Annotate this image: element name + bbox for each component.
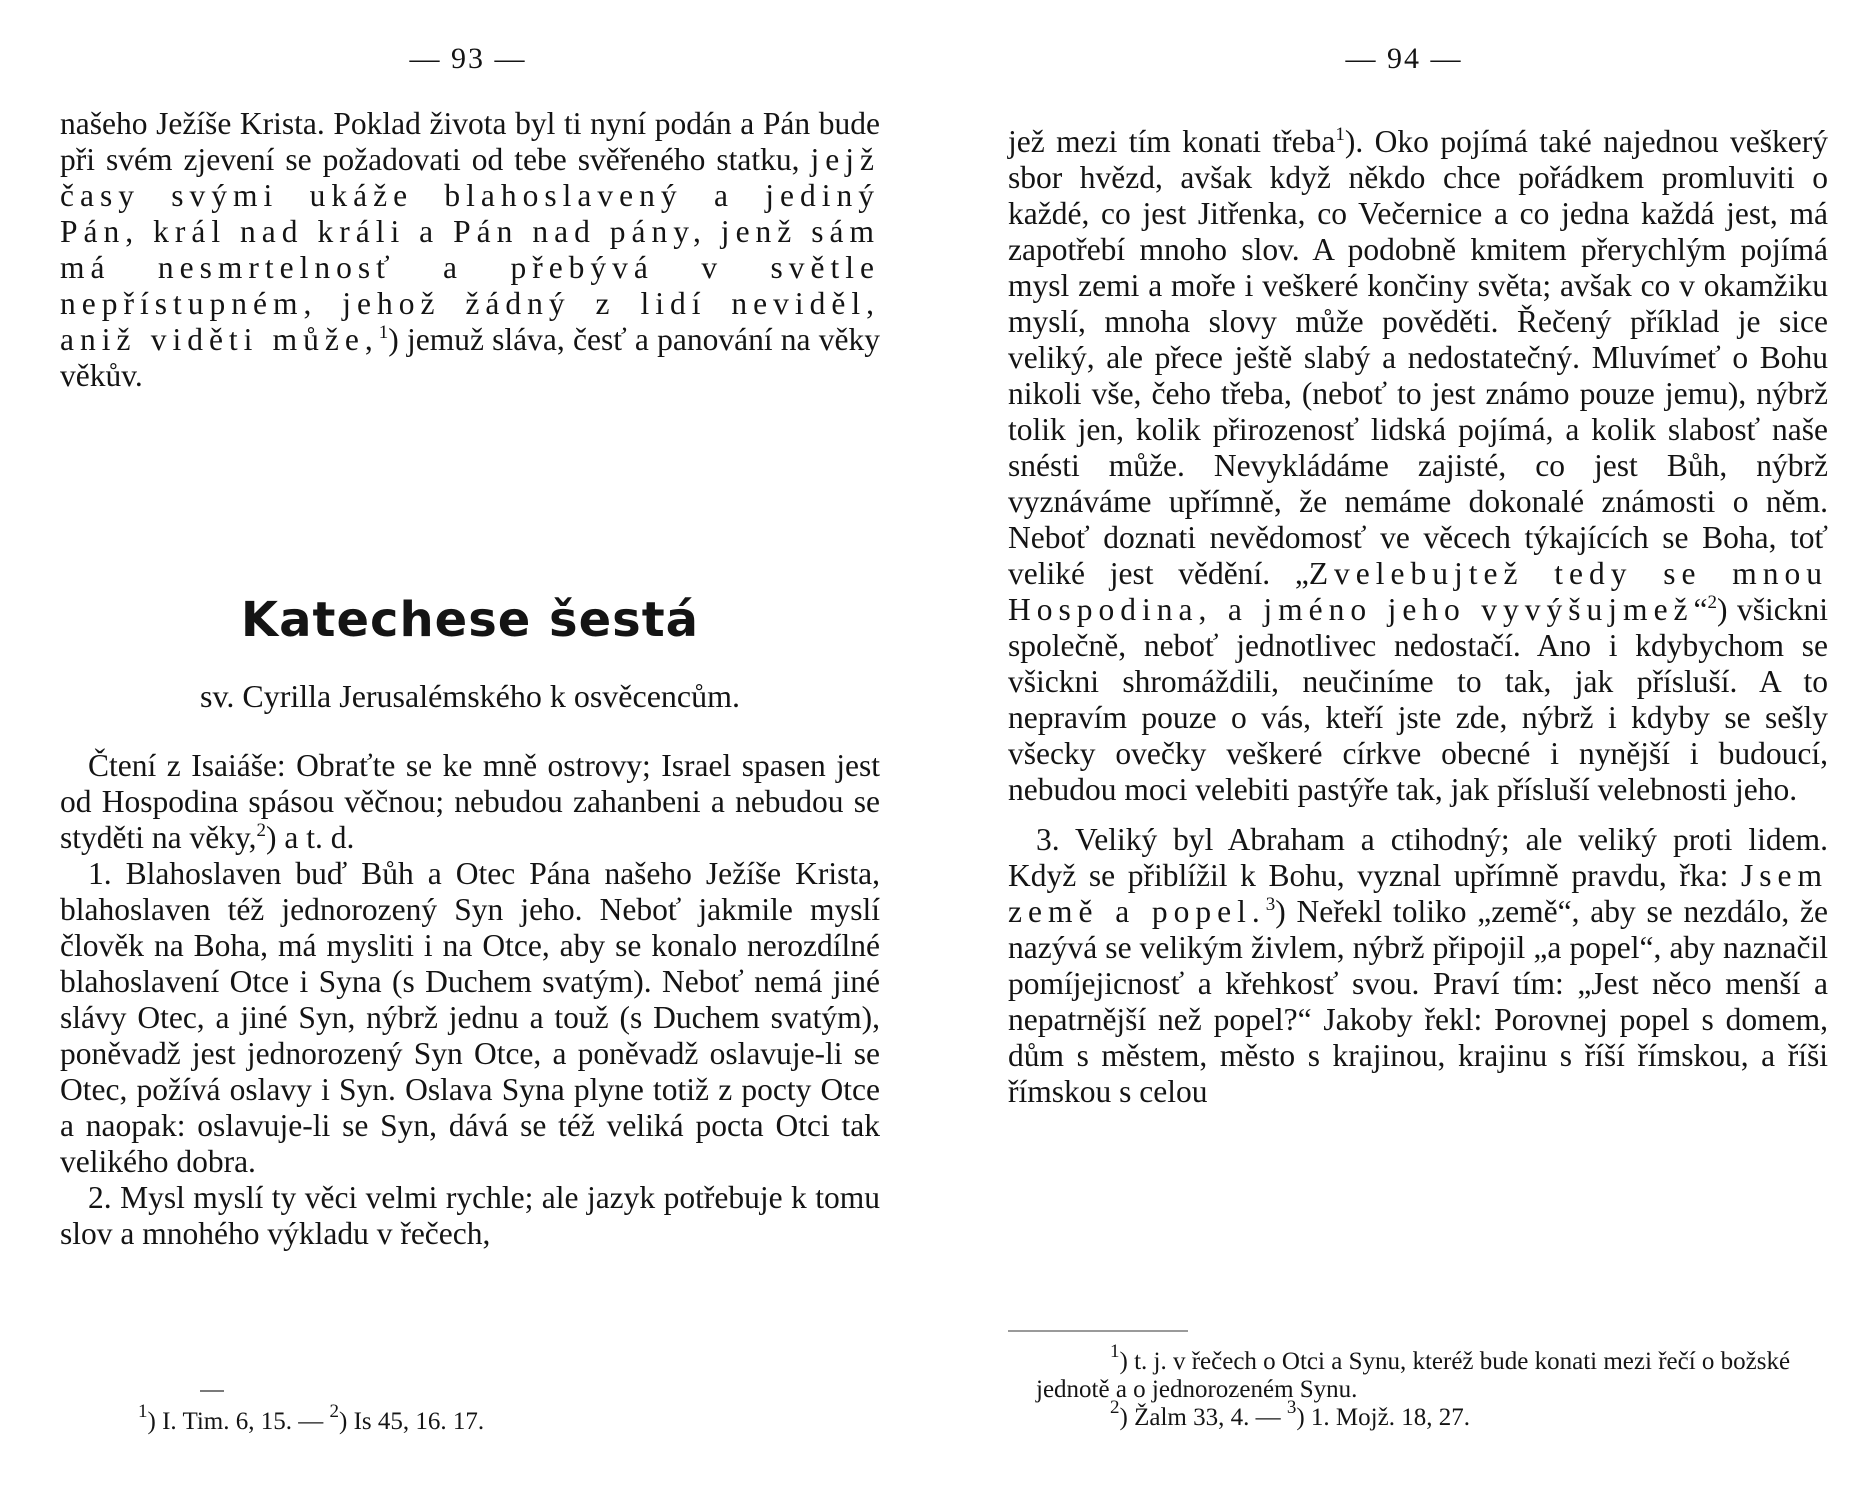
footnote-marker: 3	[1286, 1397, 1297, 1418]
page-number: — 94 —	[1345, 42, 1463, 75]
footnote-text: I. Tim. 6, 15. —	[155, 1408, 330, 1435]
spaced-quote: Zvelebujtež tedy se mnou Hospodina, a jméno jeho vyvýšujmež	[1008, 556, 1828, 627]
chapter-heading: Katechese šestá	[240, 592, 700, 648]
footnote-marker: 2	[329, 1401, 339, 1422]
paragraph-2: 2. Mysl myslí ty věci velmi rychle; ale jazyk potřebuje k tomu slov a mnohého výkladu v řečech,	[60, 1180, 880, 1251]
reading-tail: a t. d.	[276, 820, 355, 855]
footnote-text: Is 45, 16. 17.	[347, 1408, 485, 1435]
paragraph-3	[1008, 822, 1828, 1110]
footnote-text: ) t. j. v řečech o Otci a Synu, kteréž bude konati mezi řečí o božské jednotě a o jednorozeném Synu.	[1036, 1348, 1791, 1403]
chapter-subheading: sv. Cyrilla Jerusalémského k osvěcencům.	[199, 678, 740, 714]
footnotes: $^1$) I. Tim. 6, 15. — $^2$) Is 45, 16. 17.	[138, 1401, 485, 1435]
footnote-marker: 1	[378, 322, 389, 343]
footnotes	[1036, 1341, 1836, 1432]
continuation-part2: jemuž sláva, česť a panování na věky věkův.	[60, 322, 880, 393]
main-text	[1008, 124, 1828, 1110]
text-run: ) všickni společně, neboť jednotlivec nedostačí. Ano i kdybychom se všickni shromáždili, neučiníme to tak, jak přísluší. A to nepravím pouze o vás, kteří jste zde, nýbrž i kdyby se sešly všecky ovečky veškeré církve obecné i nynější i budoucí, nebudou moci velebiti pastýře tak, jak přísluší velebnosti jeho.	[1008, 592, 1828, 807]
right-page	[936, 0, 1872, 1500]
continuation-part1: našeho Ježíše Krista. Poklad života byl ti nyní podán a Pán bude při svém zjevení se požadovati od tebe svěřeného statku,	[60, 106, 880, 177]
paragraph-continuation	[1008, 124, 1828, 808]
footnote-marker: 3	[1265, 894, 1276, 915]
text-run: ). Oko pojímá také najednou veškerý sbor hvězd, avšak když někdo chce pořádkem promluviti o každé, co jest Jitřenka, co Večernice a co jedna každá jest, má zapotřebí mnoho slov. A podobně kmitem přerychlým pojímá mysl zemi a moře i veškeré končiny světa; avšak co v okamžiku myslí, mnoha slovy může pověděti. Řečený příklad je sice veliký, ale přece ještě slabý a nedostatečný. Mluvímeť o Bohu nikoli vše, čeho třeba, (neboť to jest známo pouze jemu), nýbrž tolik jen, kolik přirozenosť lidská pojímá, a kolik slabosť naše snésti může. Nevykládáme zajisté, co jest Bůh, nýbrž vyznáváme upřímně, že nemáme dokonalé známosti o něm. Neboť doznati nevědomosť ve věcech týkajících se Boha, toť veliké jest vědění. „	[1008, 124, 1829, 591]
text-run: ) Neřekl toliko „země“, aby se nezdálo, že nazývá se velikým živlem, nýbrž připojil „a popel“, aby naznačil pomíjejicnosť a křehkosť svou. Praví tím: „Jest něco menší a nepatrnější než popel?“ Jakoby řekl: Porovnej popel s domem, dům s městem, město s krajinou, krajinu s říší římskou, a říši římskou s celou	[1008, 894, 1828, 1109]
footnote-marker: 2	[1110, 1397, 1120, 1418]
continuation-spaced: jejž časy svými ukáže blahoslavený a jediný Pán, král nad králi a Pán nad pány, jenž sám má nesmrtelnosť a přebývá v světle nepřístupném, jehož žádný z lidí neviděl, aniž viděti může,	[60, 142, 880, 357]
page-number: — 93 —	[409, 42, 527, 75]
footnote-marker: 1	[1335, 124, 1345, 145]
footnote-1	[1036, 1341, 1836, 1404]
spaced-quote: Jsem země a popel.	[1008, 858, 1828, 929]
footnote-2-3	[1036, 1397, 1836, 1432]
text-run: 3. Veliký byl Abraham a ctihodný; ale veliký proti lidem. Když se přiblížil k Bohu, vyznal upřímně pravdu, řka:	[1008, 822, 1828, 893]
reading-paragraph: Čtení z Isaiáše: Obraťte se ke mně ostrovy; Israel spasen jest od Hospodina spásou věčnou; nebudou zahanbeni a nebudou se styděti na věky,$^2$) a t. d.	[60, 748, 880, 855]
text-run: jež mezi tím konati třeba	[1008, 124, 1336, 159]
text-run: “	[1693, 592, 1708, 627]
footnote-text: ) 1. Mojž. 18, 27.	[1296, 1404, 1470, 1431]
footnote-marker: 1	[1110, 1341, 1120, 1362]
footnote-marker: 2	[1707, 592, 1718, 613]
footnote-text: ) Žalm 33, 4. —	[1119, 1404, 1287, 1431]
footnote-rule	[1008, 1330, 1188, 1332]
continuation-text: našeho Ježíše Krista. Poklad života byl ti nyní podán a Pán bude při svém zjevení se požadovati od tebe svěřeného statku, jejž časy svými ukáže blahoslavený a jediný Pán, král nad králi a Pán nad pány, jenž sám má nesmrtelnosť a přebývá v světle nepřístupném, jehož žádný z lidí neviděl, aniž viděti může,$^1$) jemuž sláva, česť a panování na věky věkův.	[60, 106, 880, 393]
main-text	[60, 748, 880, 1252]
footnote-marker: 2	[256, 820, 267, 841]
paragraph-1: 1. Blahoslaven buď Bůh a Otec Pána našeho Ježíše Krista, blahoslaven též jednorozený Syn jeho. Neboť jakmile myslí člověk na Boha, má mysliti i na Otce, aby se konalo nerozdílné blahoslavení Otce i Syna (s Duchem svatým). Neboť nemá jiné slávy Otec, a jiné Syn, nýbrž jednu a touž (s Duchem svatým), poněvadž jest jednorozený Syn Otce, a poněvadž oslavuje-li se Otec, požívá oslavy i Syn. Oslava Syna plyne totiž z pocty Otce a naopak: oslavuje-li se Syn, dává se též veliká pocta Otci tak velikého dobra.	[60, 856, 880, 1179]
footnote-marker: 1	[138, 1401, 148, 1422]
reading-text: Čtení z Isaiáše: Obraťte se ke mně ostrovy; Israel spasen jest od Hospodina spásou věčnou; nebudou zahanbeni a nebudou se styděti na věky,	[60, 748, 880, 855]
footnote-rule	[200, 1390, 224, 1392]
